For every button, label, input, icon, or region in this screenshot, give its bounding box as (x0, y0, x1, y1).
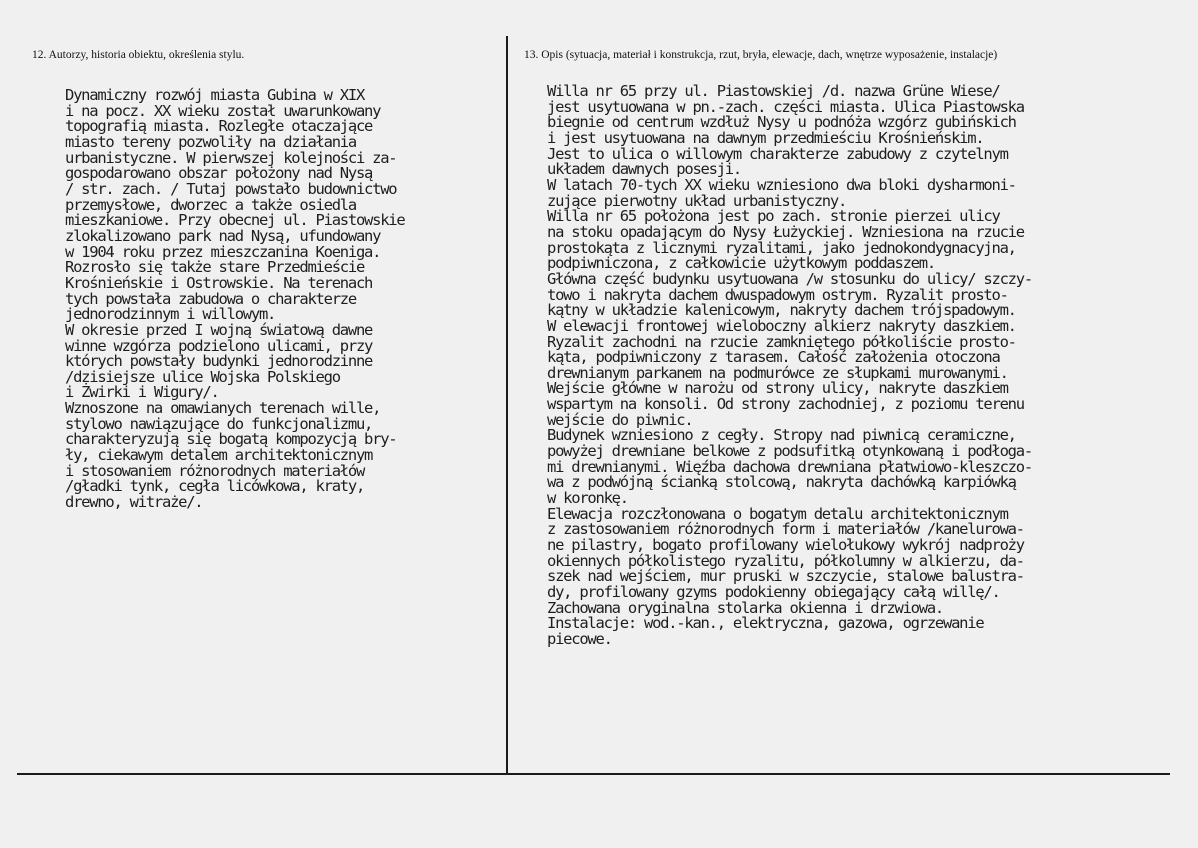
text-line: drewno, witraże/. (65, 493, 203, 512)
text-line: Elewacja rozczłonowana o bogatym detalu architektonicznym (547, 504, 1008, 523)
text-line: Rozrosło się także stare Przedmieście (65, 258, 365, 277)
text-line: Willa nr 65 przy ul. Piastowskiej /d. nazwa Grüne Wiese/ (547, 82, 1000, 100)
text-line: okiennych półkolistego ryzalitu, półkolumny w alkierzu, da- (547, 551, 1024, 570)
text-line: przemysłowe, dworzec a także osiedla (65, 195, 356, 214)
text-line: zlokalizowano park nad Nysą, ufundowany (65, 226, 381, 245)
text-line: winne wzgórza podzielono ulicami, przy (65, 336, 373, 355)
text-line: Budynek wzniesiono z cegły. Stropy nad piwnicą ceramiczne, (547, 426, 1016, 445)
text-line: miasto tereny pozwoliły na działania (65, 132, 356, 151)
text-line: na stoku opadającym do Nysy Łużyckiej. Wzniesiona na rzucie (547, 222, 1024, 241)
text-line: charakteryzują się bogatą kompozycją bry- (65, 430, 397, 449)
text-line: ne pilastry, bogato profilowany wielołukowy wykrój nadproży (547, 536, 1024, 555)
text-line: Willa nr 65 położona jest po zach. stronie pierzei ulicy (547, 207, 1000, 226)
text-line: urbanistyczne. W pierwszej kolejności za- (65, 148, 397, 167)
text-line: W latach 70-tych XX wieku wzniesiono dwa bloki dysharmoni- (547, 175, 1016, 194)
text-line: tych powstała zabudowa o charakterze (65, 289, 356, 308)
text-line: jednorodzinnym i willowym. (65, 305, 276, 324)
text-line: Instalacje: wod.-kan., elektryczna, gazowa, ogrzewanie (547, 614, 984, 633)
text-line: mi drewnianymi. Więźba dachowa drewniana płatwiowo-kleszczo- (547, 457, 1032, 476)
text-line: zujące pierwotny układ urbanistyczny. (547, 191, 847, 210)
text-line: prostokąta z licznymi ryzalitami, jako jednokondygnacyjna, (547, 238, 1016, 257)
text-line: wspartym na konsoli. Od strony zachodniej, z poziomu terenu (547, 395, 1024, 414)
text-line: Krośnieńskie i Ostrowskie. Na terenach (65, 273, 373, 292)
text-line: towo i nakryta dachem dwuspadowym ostrym. Ryzalit prosto- (547, 285, 1008, 304)
text-line: i na pocz. XX wieku został uwarunkowany (65, 101, 381, 120)
text-line: Jest to ulica o willowym charakterze zabudowy z czytelnym (547, 144, 1008, 163)
text-line: wejście do piwnic. (547, 410, 693, 429)
text-line: /gładki tynk, cegła licówkowa, kraty, (65, 477, 365, 496)
text-line: podpiwniczona, z całkowicie użytkowym poddaszem. (547, 254, 935, 273)
text-line: / str. zach. / Tutaj powstało budownictwo (65, 179, 397, 198)
text-line: w koronkę. (547, 489, 628, 508)
text-line: wa z podwójną ścianką stolcową, nakryta dachówką karpiówką (547, 473, 1016, 492)
text-line: piecowe. (547, 629, 612, 648)
column-divider (506, 36, 508, 774)
text-line: Dynamiczny rozwój miasta Gubina w XIX (65, 86, 365, 104)
text-line: powyżej drewniane belkowe z podsufitką otynkowaną i podłoga- (547, 442, 1032, 461)
text-line: ły, ciekawym detalem architektonicznym (65, 446, 373, 465)
text-line: szek nad wejściem, mur pruski w szczycie, stalowe balustra- (547, 567, 1024, 586)
text-line: kątny w układzie kalenicowym, nakryty dachem trójspadowym. (547, 301, 1016, 320)
text-line: kąta, podpiwniczony z tarasem. Całość założenia otoczona (547, 348, 1000, 367)
text-line: drewnianym parkanem na podmurówce ze słupkami murowanymi. (547, 363, 1008, 382)
text-line: W okresie przed I wojną światową dawne (65, 320, 373, 339)
text-line: i stosowaniem różnorodnych materiałów (65, 461, 365, 480)
text-line: układem dawnych posesji. (547, 160, 741, 179)
text-line: gospodarowano obszar położony nad Nysą (65, 164, 373, 183)
section-12-text (65, 88, 404, 511)
text-line: W elewacji frontowej wieloboczny alkierz nakryty daszkiem. (547, 316, 1016, 335)
text-line: Wejście główne w narożu od strony ulicy, nakryte daszkiem (547, 379, 1008, 398)
text-line: których powstały budynki jednorodzinne (65, 352, 373, 371)
text-line: i jest usytuowana na dawnym przedmieściu Krośnieńskim. (547, 128, 984, 147)
text-line: Wznoszone na omawianych terenach wille, (65, 399, 381, 418)
text-line: dy, profilowany gzyms podokienny obiegający całą willę/. (547, 583, 1000, 601)
text-line: jest usytuowana w pn.-zach. części miasta. Ulica Piastowska (547, 97, 1024, 116)
section-13-text (547, 84, 1032, 648)
text-line: stylowo nawiązujące do funkcjonalizmu, (65, 414, 373, 433)
section-13-header: 13. Opis (sytuacja, materiał i konstrukcja, rzut, bryła, elewacje, dach, wnętrze wyposażenie, instalacje) (524, 49, 998, 61)
text-line: Główna część budynku usytuowana /w stosunku do ulicy/ szczy- (547, 269, 1032, 288)
text-line: biegnie od centrum wzdłuż Nysy u podnóża wzgórz gubińskich (547, 113, 1016, 132)
bottom-rule (17, 773, 1170, 775)
text-line: Zachowana oryginalna stolarka okienna i drzwiowa. (547, 598, 944, 617)
text-line: w 1904 roku przez mieszczanina Koeniga. (65, 242, 381, 261)
text-line: topografią miasta. Rozległe otaczające (65, 117, 373, 136)
text-line: i Żwirki i Wigury/. (65, 383, 219, 402)
text-line: /dzisiejsze ulice Wojska Polskiego (65, 367, 340, 386)
section-12-header: 12. Autorzy, historia obiektu, określenia stylu. (32, 49, 245, 61)
text-line: mieszkaniowe. Przy obecnej ul. Piastowskie (65, 211, 405, 230)
text-line: z zastosowaniem różnorodnych form i materiałów /kanelurowa- (547, 520, 1024, 539)
text-line: Ryzalit zachodni na rzucie zamkniętego półkoliście prosto- (547, 332, 1016, 351)
